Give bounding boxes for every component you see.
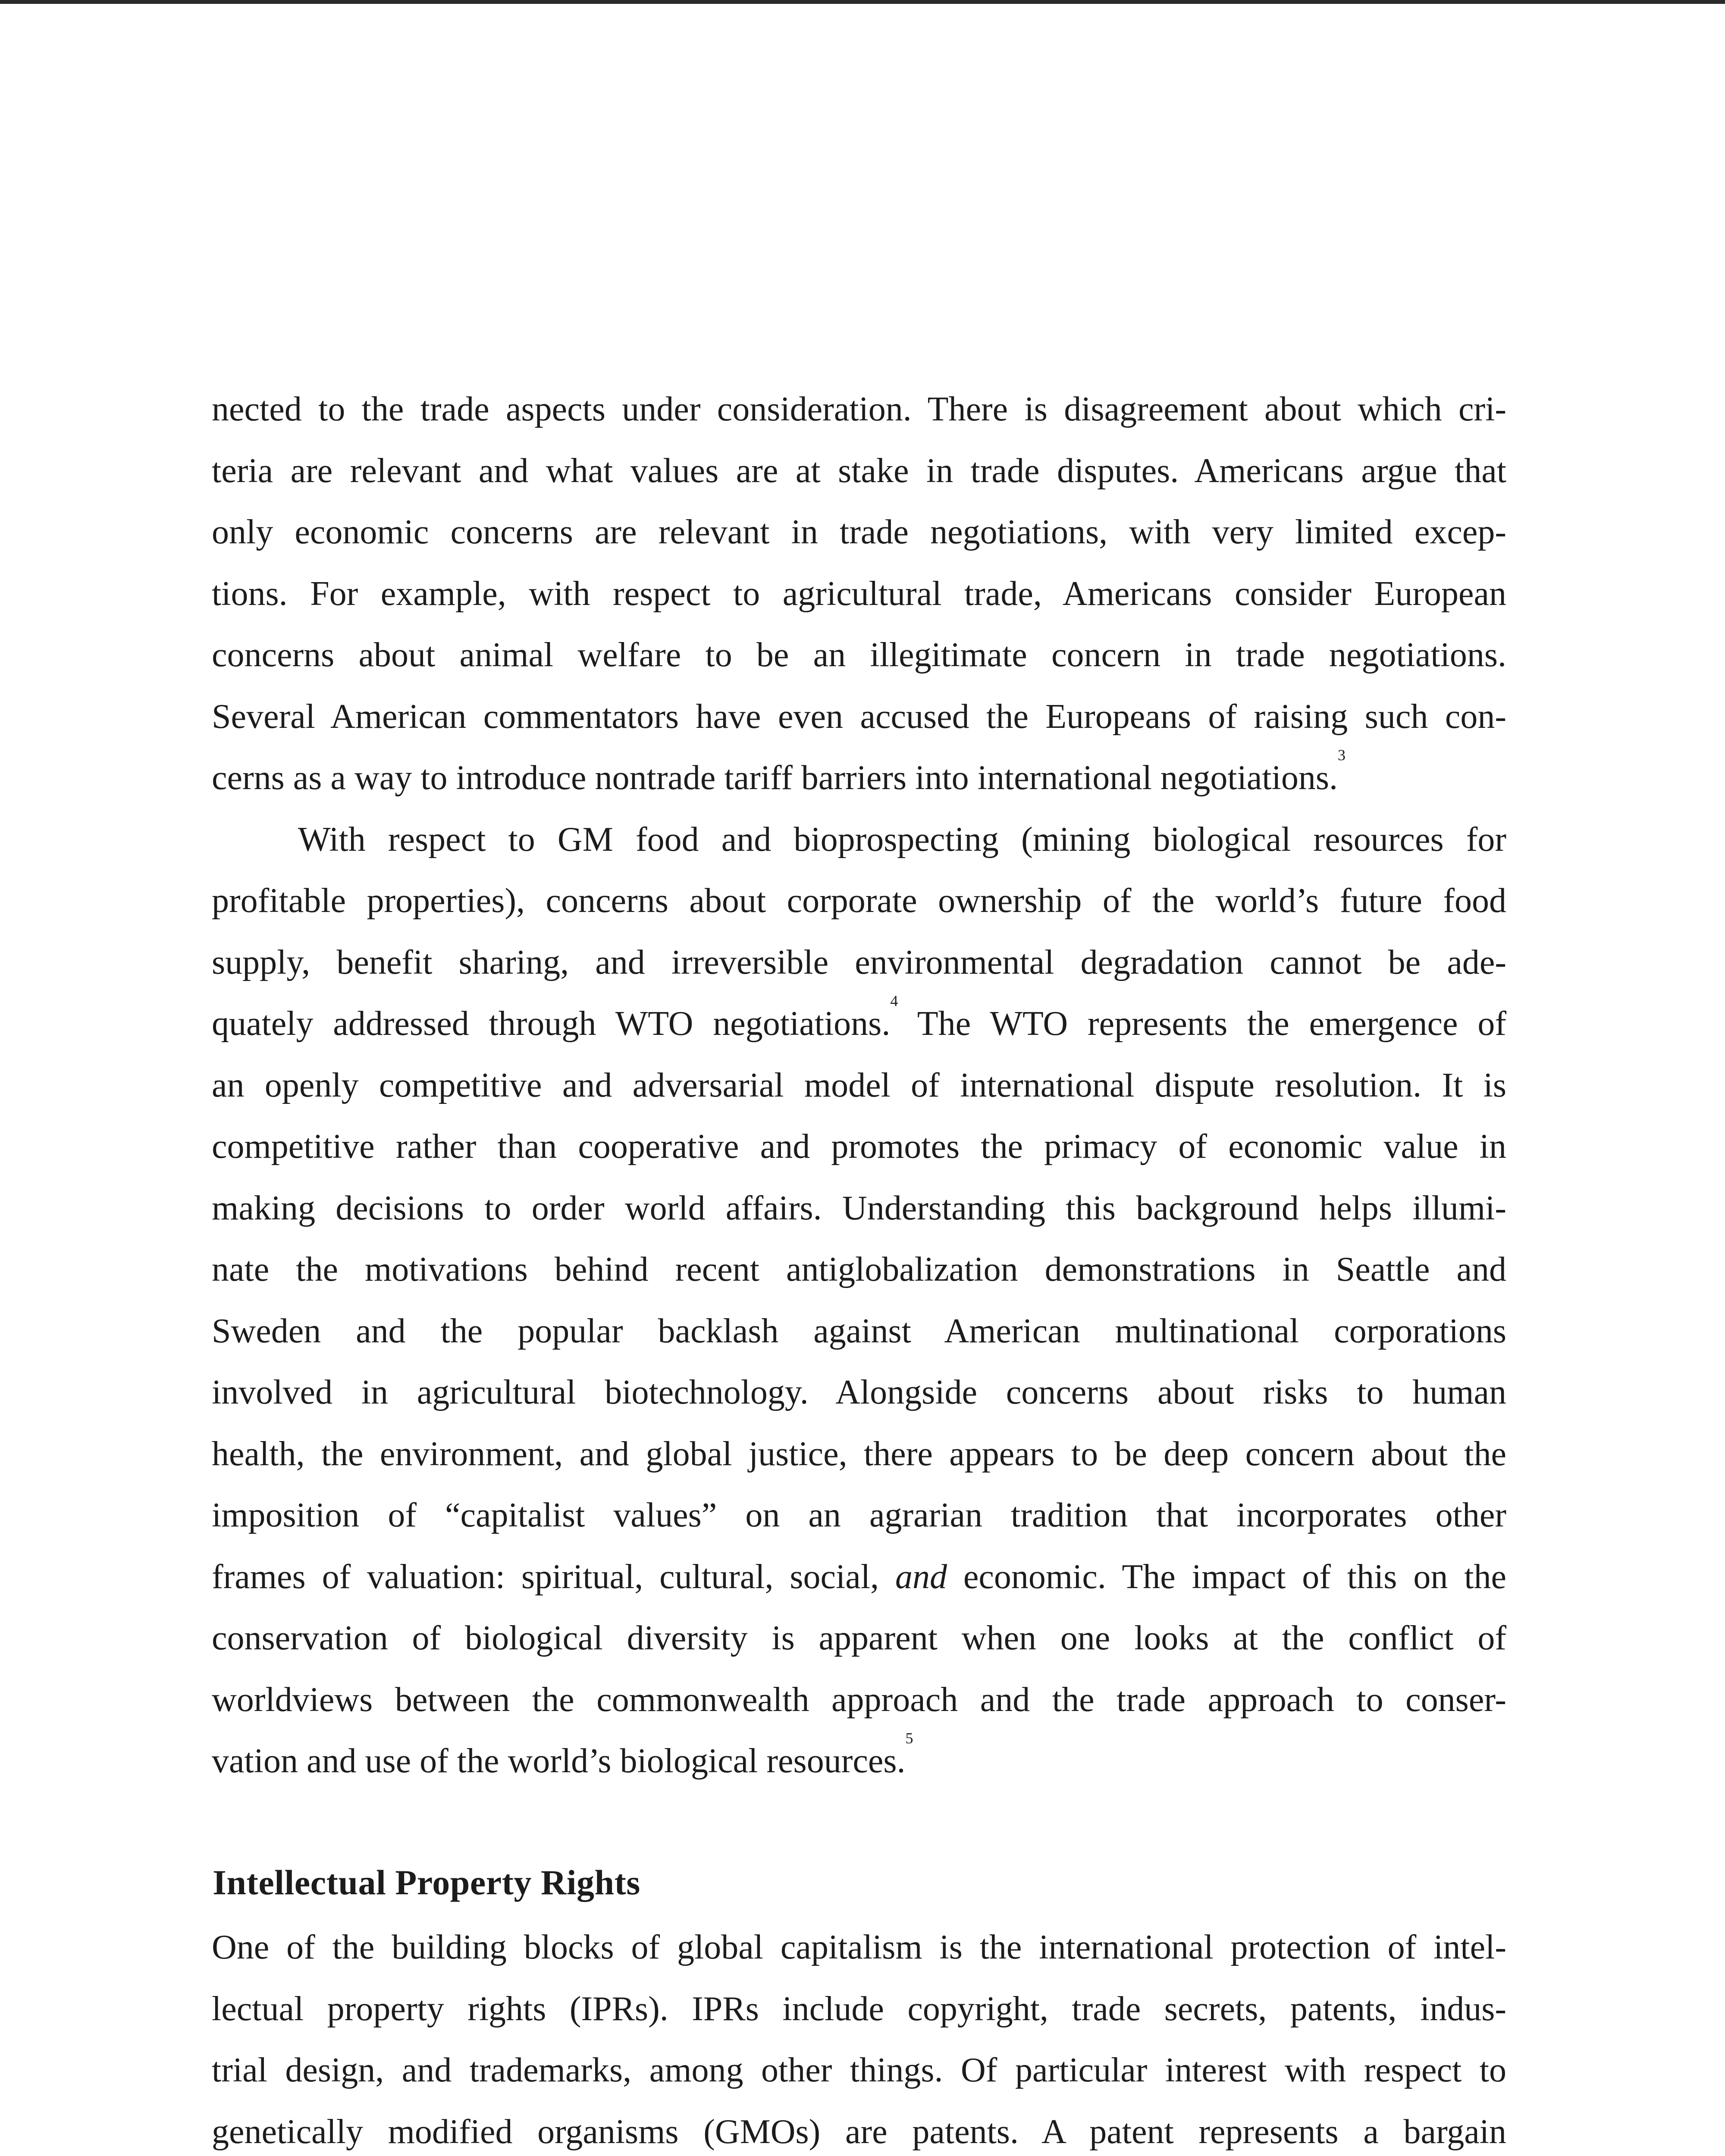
- text-line: competitive rather than cooperative and promotes the primacy of economic value in: [212, 1128, 1506, 1166]
- text-line: [212, 993, 1506, 1055]
- text-line: profitable properties), concerns about corporate ownership of the world’s future food: [212, 882, 1506, 920]
- footnote-marker: 5: [905, 1730, 913, 1747]
- top-border-rule: [0, 0, 1725, 4]
- text-line: health, the environment, and global justice, there appears to be deep concern about the: [212, 1435, 1506, 1473]
- text-line-content: frames of valuation: spiritual, cultural, social,: [212, 1557, 895, 1596]
- text-line: concerns about animal welfare to be an illegitimate concern in trade negotiations.: [212, 636, 1506, 674]
- footnote-marker: 4: [890, 992, 898, 1009]
- text-line: Sweden and the popular backlash against American multinational corporations: [212, 1312, 1506, 1350]
- body-text-bottom: [212, 1917, 1506, 2156]
- text-line-content: quately addressed through WTO negotiations.: [212, 1005, 891, 1043]
- text-line: supply, benefit sharing, and irreversible environmental degradation cannot be ade-: [212, 943, 1506, 981]
- text-line-content: vation and use of the world’s biological resources.: [212, 1742, 906, 1780]
- text-line: imposition of “capitalist values” on an agrarian tradition that incorporates other: [212, 1496, 1506, 1534]
- text-line: [212, 1546, 1506, 1608]
- text-line: making decisions to order world affairs. Understanding this background helps illumi-: [212, 1189, 1506, 1227]
- text-line: One of the building blocks of global capitalism is the international protection of intel-: [212, 1928, 1506, 1966]
- text-line-content: cerns as a way to introduce nontrade tariff barriers into international negotiations.: [212, 759, 1338, 797]
- footnote-marker: 3: [1337, 746, 1346, 764]
- text-line: involved in agricultural biotechnology. Alongside concerns about risks to human: [212, 1373, 1506, 1411]
- text-line: teria are relevant and what values are at stake in trade disputes. Americans argue that: [212, 451, 1506, 490]
- text-line: nate the motivations behind recent antiglobalization demonstrations in Seattle and: [212, 1250, 1506, 1288]
- text-line: trial design, and trademarks, among other things. Of particular interest with respect to: [212, 2051, 1506, 2089]
- text-line: [212, 1730, 1506, 1792]
- text-line: worldviews between the commonwealth approach and the trade approach to conser-: [212, 1680, 1506, 1719]
- text-line: nected to the trade aspects under consideration. There is disagreement about which cri-: [212, 390, 1506, 428]
- text-line: conservation of biological diversity is apparent when one looks at the conflict of: [212, 1619, 1506, 1657]
- text-line-content: economic. The impact of this on the: [947, 1557, 1507, 1596]
- text-line: tions. For example, with respect to agricultural trade, Americans consider European: [212, 574, 1506, 613]
- text-line: With respect to GM food and bioprospecting (mining biological resources for: [298, 820, 1506, 859]
- text-line: genetically modified organisms (GMOs) are patents. A patent represents a bargain: [212, 2112, 1506, 2151]
- text-line: an openly competitive and adversarial model of international dispute resolution. It is: [212, 1066, 1506, 1104]
- text-line: [212, 747, 1506, 809]
- text-line: lectual property rights (IPRs). IPRs include copyright, trade secrets, patents, indus-: [212, 1990, 1506, 2028]
- text-line: only economic concerns are relevant in trade negotiations, with very limited excep-: [212, 513, 1506, 551]
- text-line-content: The WTO represents the emergence of: [917, 1005, 1507, 1043]
- body-text-top: [212, 379, 1506, 1792]
- text-line: Several American commentators have even accused the Europeans of raising such con-: [212, 697, 1506, 736]
- section-heading: Intellectual Property Rights: [213, 1863, 640, 1902]
- italic-word: and: [895, 1557, 947, 1596]
